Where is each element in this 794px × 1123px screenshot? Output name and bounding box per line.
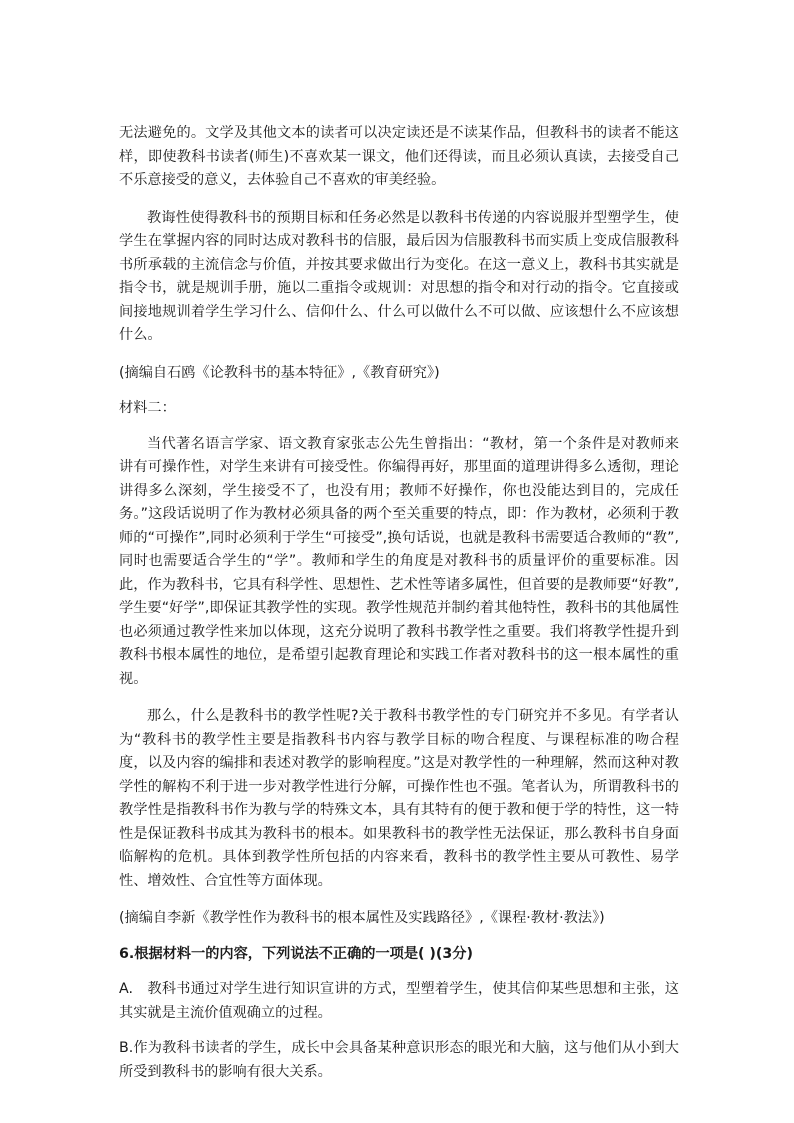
paragraph-instructiveness: 教诲性使得教科书的预期目标和任务必然是以教科书传递的内容说服并型塑学生，使学生在掌握内容的同时达成对教科书的信服，最后因为信服教科书而实质上变成信服教科书所承载的主流信念与价值，并按其要求做出行为变化。在这一意义上，教科书其实就是指令书，就是规训手册，施以二重指令或规训：对思想的指令和对行动的指令。它直接或间接地规训着学生学习什么、信仰什么、什么可以做什么不可以做、应该想什么不应该想什么。	[119, 209, 679, 343]
material-two-label: 材料二：	[119, 400, 176, 416]
source-citation-1: (摘编自石鸥《论教科书的基本特征》,《教育研究》)	[119, 364, 440, 381]
option-b: B.作为教科书读者的学生，成长中会具备某种意识形态的眼光和大脑，这与他们从小到大所受到教科书的影响有很大关系。	[119, 1040, 679, 1080]
paragraph-continuation: 无法避免的。文学及其他文本的读者可以决定读还是不读某作品，但教科书的读者不能这样，即使教科书读者(师生)不喜欢某一课文，他们还得读，而且必须认真读，去接受自己不乐意接受的意义，去体验自己不喜欢的审美经验。	[119, 125, 679, 188]
option-a: A. 教科书通过对学生进行知识宣讲的方式，型塑着学生，使其信仰某些思想和主张，这其实就是主流价值观确立的过程。	[119, 981, 679, 1021]
question-6: 6.根据材料一的内容，下列说法不正确的一项是( )(3分)	[119, 945, 473, 962]
source-citation-2: (摘编自李新《教学性作为教科书的根本属性及实践路径》,《课程·教材·教法》)	[119, 910, 605, 926]
paragraph-teachability: 那么，什么是教科书的教学性呢?关于教科书教学性的专门研究并不多见。有学者认为“教科书的教学性主要是指教科书内容与教学目标的吻合程度、与课程标准的吻合程度，以及内容的编排和表述对教学的影响程度。”这是对教学性的一种理解，然而这种对教学性的解构不利于进一步对教学性进行分解，可操作性也不强。笔者认为，所谓教科书的教学性是指教科书作为教与学的特殊文本，具有其特有的便于教和便于学的特性，这一特性是保证教科书成其为教科书的根本。如果教科书的教学性无法保证，那么教科书自身面临解构的危机。具体到教学性所包括的内容来看，教科书的教学性主要从可教性、易学性、增效性、合宜性等方面体现。	[119, 708, 679, 889]
paragraph-zhang-zhigong: 当代著名语言学家、语文教育家张志公先生曾指出：“教材，第一个条件是对教师来讲有可操作性，对学生来讲有可接受性。你编得再好，那里面的道理讲得多么透彻，理论讲得多么深刻，学生接受不了，也没有用；教师不好操作，你也没能达到目的，完成任务。”这段话说明了作为教材必须具备的两个至关重要的特点，即：作为教材，必须利于教师的“可操作”,同时必须利于学生“可接受”,换句话说，也就是教科书需要适合教师的“教”,同时也需要适合学生的“学”。教师和学生的角度是对教科书的质量评价的重要标准。因此，作为教科书，它具有科学性、思想性、艺术性等诸多属性，但首要的是教师要“好教”,学生要“好学”,即保证其教学性的实现。教学性规范并制约着其他特性，教科书的其他属性也必须通过教学性来加以体现，这充分说明了教科书教学性之重要。我们将教学性提升到教科书根本属性的地位，是希望引起教育理论和实践工作者对教科书的这一根本属性的重视。	[119, 435, 679, 687]
document-body	[119, 122, 679, 1084]
